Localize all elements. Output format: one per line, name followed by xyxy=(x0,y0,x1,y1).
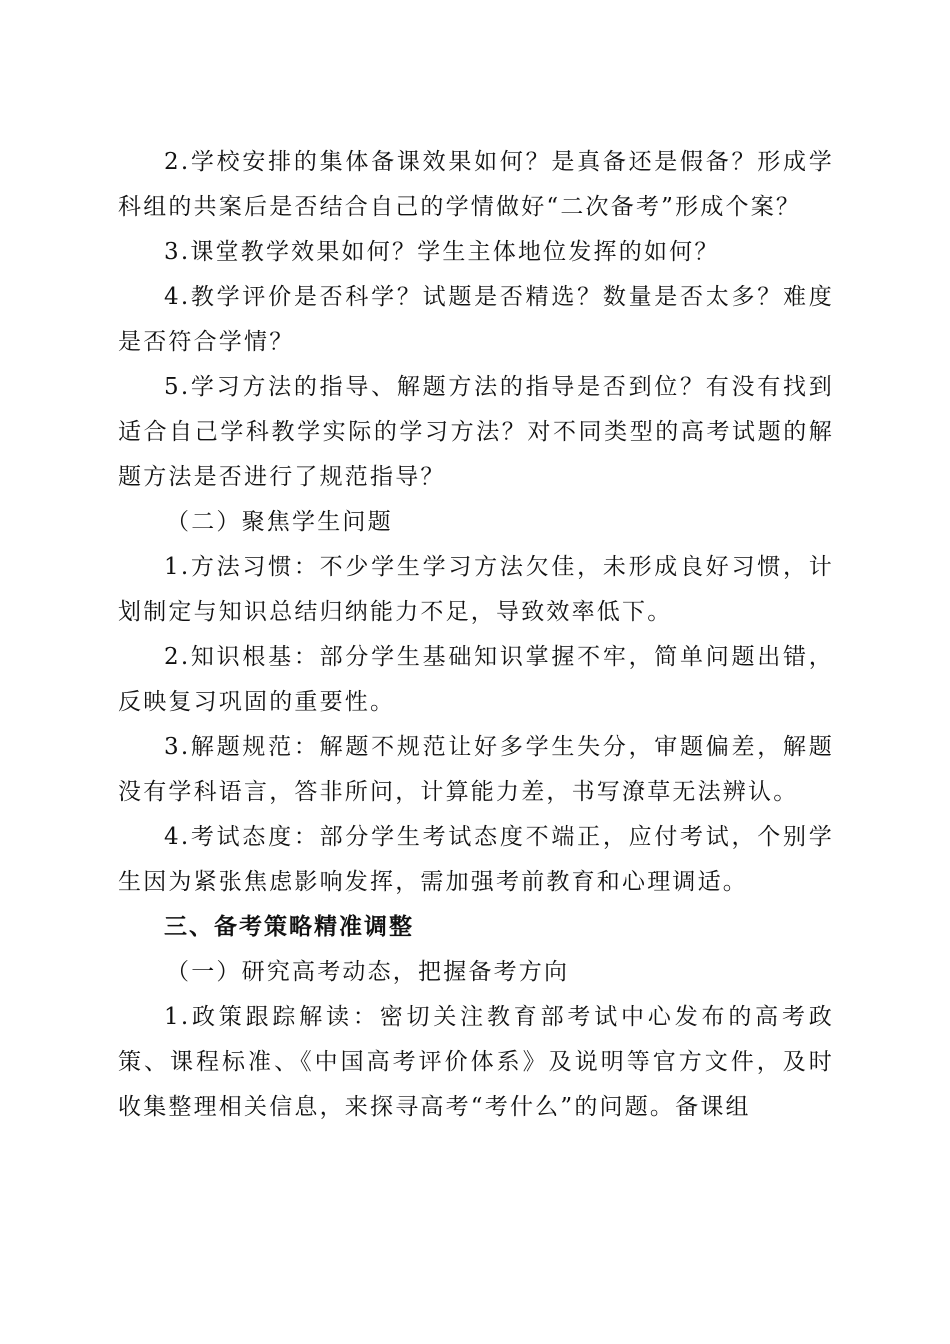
paragraph-question-4: 4.教学评价是否科学？试题是否精选？数量是否太多？难度是否符合学情？ xyxy=(118,284,834,355)
student-item-knowledge-base: 2.知识根基：部分学生基础知识掌握不牢，简单问题出错，反映复习巩固的重要性。 xyxy=(118,644,834,715)
strategy-item-policy-tracking: 1.政策跟踪解读：密切关注教育部考试中心发布的高考政策、课程标准、《中国高考评价体系》及说明等官方文件，及时收集整理相关信息，来探寻高考“考什么”的问题。备课组 xyxy=(118,1004,834,1120)
paragraph-question-2: 2.学校安排的集体备课效果如何？是真备还是假备？形成学科组的共案后是否结合自己的学情做好“二次备考”形成个案？ xyxy=(118,149,834,220)
student-item-solving-norms: 3.解题规范：解题不规范让好多学生失分，审题偏差，解题没有学科语言，答非所问，计算能力差，书写潦草无法辨认。 xyxy=(118,734,834,805)
strategy-section-heading: 三、备考策略精准调整 xyxy=(164,914,414,940)
student-problems-heading: （二）聚焦学生问题 xyxy=(166,509,393,535)
paragraph-question-3: 3.课堂教学效果如何？学生主体地位发挥的如何？ xyxy=(164,239,720,265)
document-page xyxy=(118,140,834,1130)
paragraph-question-5: 5.学习方法的指导、解题方法的指导是否到位？有没有找到适合自己学科教学实际的学习方法？对不同类型的高考试题的解题方法是否进行了规范指导？ xyxy=(118,374,834,490)
strategy-subheading: （一）研究高考动态，把握备考方向 xyxy=(166,959,570,985)
student-item-method-habit: 1.方法习惯：不少学生学习方法欠佳，未形成良好习惯，计划制定与知识总结归纳能力不足，导致效率低下。 xyxy=(118,554,834,625)
student-item-exam-attitude: 4.考试态度：部分学生考试态度不端正，应付考试，个别学生因为紧张焦虑影响发挥，需加强考前教育和心理调适。 xyxy=(118,824,834,895)
